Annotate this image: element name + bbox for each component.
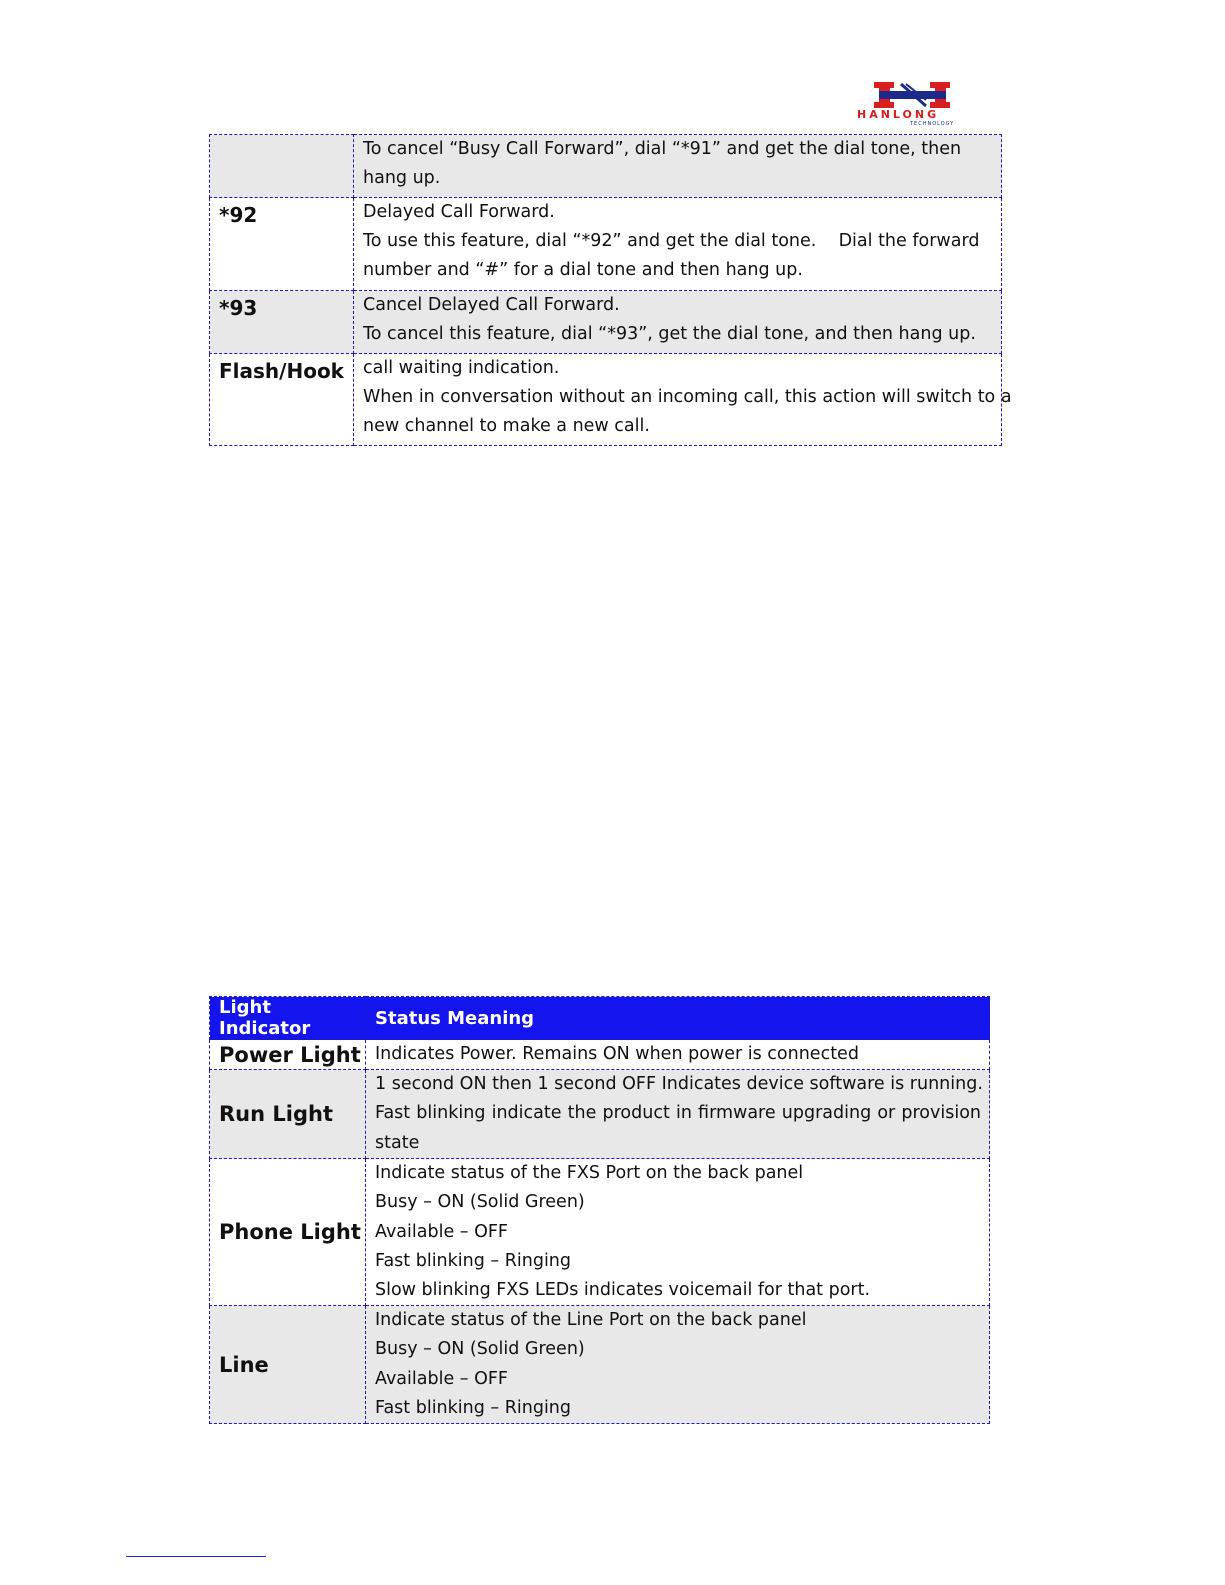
table-row [210,1040,990,1070]
column-header-status-meaning: Status Meaning [366,997,990,1040]
table-row [210,1159,990,1306]
description-line: number and “#” for a dial tone and then hang up. [363,260,803,281]
status-line: Slow blinking FXS LEDs indicates voicemail for that port. [375,1280,871,1301]
status-line: Fast blinking indicate the product in firmware upgrading or provision state [375,1103,981,1153]
status-line: Indicate status of the FXS Port on the back panel [375,1163,804,1184]
status-line: Available – OFF [375,1368,508,1389]
description-line: new channel to make a new call. [363,416,650,437]
status-meaning [366,1040,990,1070]
light-name: Run Light [210,1070,366,1159]
feature-description [354,291,1002,354]
logo-subtext: TECHNOLOGY [910,121,955,126]
table-row [210,1306,990,1424]
status-line: Available – OFF [375,1221,508,1242]
description-line: Delayed Call Forward. [363,202,555,222]
light-name: Phone Light [210,1159,366,1306]
feature-code-table [209,134,1012,446]
status-line: Busy – ON (Solid Green) [375,1192,585,1213]
description-line: Cancel Delayed Call Forward. [363,295,620,315]
footnote-divider [126,1556,266,1557]
light-name: Power Light [210,1040,366,1070]
status-meaning [366,1070,990,1159]
feature-description [354,354,1012,446]
hanlong-logo [846,78,980,126]
feature-description [354,135,1002,198]
feature-code: Flash/Hook [210,354,354,446]
light-name: Line [210,1306,366,1424]
status-line: Busy – ON (Solid Green) [375,1339,585,1360]
table-row [210,135,1002,198]
table-row [210,354,1002,446]
table-header-row [210,997,990,1040]
status-meaning [366,1159,990,1306]
description-line: To cancel this feature, dial “*93”, get the dial tone, and then hang up. [363,324,976,345]
status-line: Indicates Power. Remains ON when power is connected [375,1044,859,1064]
column-header-light-indicator: Light Indicator [210,997,366,1040]
description-line: call waiting indication. [363,358,560,378]
table-row [210,198,1002,291]
status-meaning [366,1306,990,1424]
status-line: Fast blinking – Ringing [375,1397,572,1418]
light-indicator-table [209,996,990,1424]
description-line: To use this feature, dial “*92” and get the dial tone. Dial the forward [363,231,980,252]
hanlong-logo-mark [846,78,980,126]
feature-description [354,198,1002,291]
status-line: Fast blinking – Ringing [375,1250,572,1271]
feature-code [210,135,354,198]
status-line: 1 second ON then 1 second OFF Indicates device software is running. [375,1074,983,1095]
logo-wordmark: HANLONG [857,108,940,121]
status-line: Indicate status of the Line Port on the back panel [375,1310,807,1331]
table-row [210,291,1002,354]
feature-code: *92 [210,198,354,291]
table-row [210,1070,990,1159]
feature-code: *93 [210,291,354,354]
description-line: When in conversation without an incoming call, this action will switch to a [363,387,1012,408]
description-line: To cancel “Busy Call Forward”, dial “*91” and get the dial tone, then hang up. [363,139,962,189]
